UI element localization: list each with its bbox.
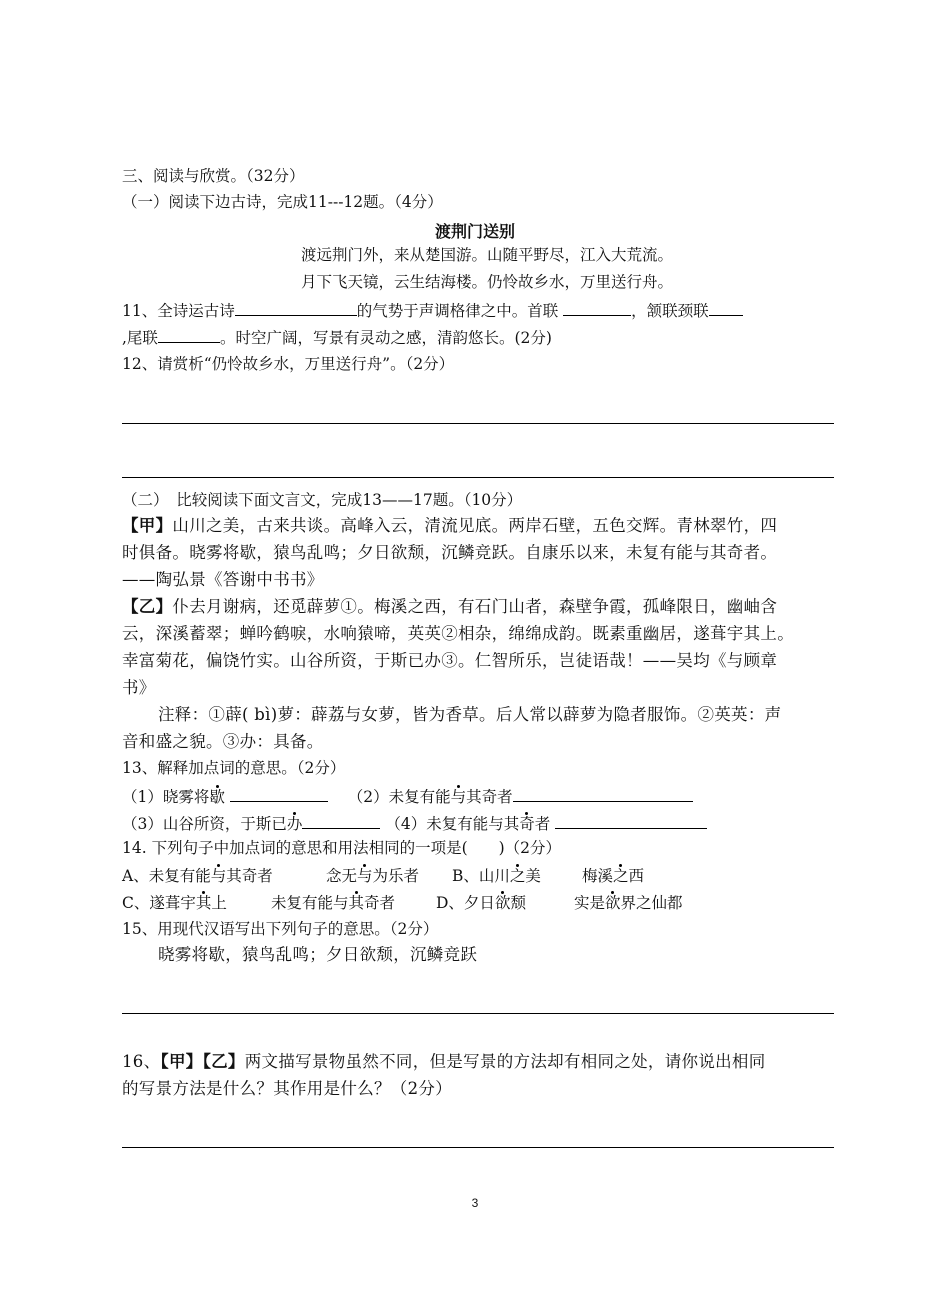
question-14-option-a[interactable]: A、未复有能与其奇者 (122, 867, 273, 885)
passage-jia-line-1 (122, 516, 777, 536)
section-header: 三、阅读与欣赏。（32分） (122, 167, 305, 185)
q11-text-a: 11、全诗运古诗 (122, 302, 235, 320)
q13-dotted-word-1: 歇 (209, 788, 225, 806)
question-13-header: 13、解释加点词的意思。（2分） (122, 759, 346, 777)
question-15-header: 15、用现代汉语写出下列句子的意思。（2分） (122, 920, 439, 938)
part2-intro: （二） 比较阅读下面文言文，完成13——17题。（10分） (122, 491, 523, 509)
question-16-line-1: 16、【甲】【乙】两文描写景物虽然不同，但是写景的方法却有相同之处，请你说出相同 (122, 1052, 766, 1071)
poem-line-2: 月下飞天镜，云生结海楼。仍怜故乡水，万里送行舟。 (301, 273, 674, 291)
part1-intro: （一）阅读下边古诗，完成11---12题。（4分） (122, 193, 443, 211)
jia-text-1: 山川之美，古来共谈。高峰入云，清流见底。两岸石壁，五色交辉。青林翠竹，四 (172, 516, 778, 535)
question-14-option-d[interactable]: D、夕日欲颓 (436, 894, 526, 912)
q11-text-c: ，颔联颈联 (631, 302, 709, 320)
passage-yi-line-4: 书》 (122, 678, 156, 697)
question-11-line-2 (122, 327, 552, 348)
answer-line-16[interactable] (122, 1147, 834, 1148)
passage-yi-line-3: 幸富菊花，偏饶竹实。山谷所资，于斯已办③。仁智所乐，岂徒语哉！——吴均《与顾章 (122, 651, 778, 670)
answer-line-12a[interactable] (122, 423, 834, 424)
passage-yi-line-1 (122, 597, 777, 617)
q13-item-4: （4）未复有能与其奇者 (385, 815, 556, 833)
q13-blank-1[interactable] (230, 786, 328, 802)
note-line-2: 音和盛之貌。③办：具备。 (122, 732, 324, 751)
q13-item-1: （1）晓雾将歇 (122, 788, 225, 806)
q11-blank-2[interactable] (563, 300, 631, 316)
question-14-option-c[interactable]: C、遂葺宇其上 (122, 894, 227, 912)
passage-jia-line-2: 时俱备。晓雾将歇，猿鸟乱鸣；夕日欲颓，沉鳞竞跃。自康乐以来，未复有能与其奇者。 (122, 543, 778, 562)
q13-dotted-word-2: 与 (450, 788, 467, 806)
question-11-line-1 (122, 300, 743, 321)
question-14-option-a2: 念无与为乐者 (326, 867, 420, 885)
q11-blank-4[interactable] (158, 327, 220, 343)
q11-blank-3[interactable] (709, 300, 743, 316)
jia-label: 【甲】 (122, 516, 173, 535)
q11-text-b: 的气势于声调格律之中。首联 (356, 302, 564, 320)
question-13-row-1 (122, 786, 693, 807)
question-15-sentence: 晓雾将歇，猿鸟乱鸣；夕日欲颓，沉鳞竞跃 (158, 945, 478, 964)
q13-item-3: （3）山谷所资，于斯已办 (122, 815, 303, 833)
q13-item-2: （2）未复有能与其奇者 (347, 788, 513, 806)
passage-yi-line-2: 云，深溪蓄翠；蝉吟鹤唳，水响猿啼，英英②相杂，绵绵成韵。既素重幽居，遂葺宇其上。 (122, 624, 794, 643)
q13-blank-4[interactable] (555, 813, 707, 829)
q11-text-d: ,尾联 (122, 329, 158, 347)
question-14-header: 14. 下列句子中加点词的意思和用法相同的一项是( )（2分） (122, 839, 562, 857)
page-number: 3 (471, 1196, 479, 1210)
q16-jia-label: 【甲】 (160, 1052, 203, 1071)
question-14-option-b[interactable]: B、山川之美 (452, 867, 541, 885)
q16-yi-label: 【乙】 (202, 1052, 245, 1071)
q13-dotted-word-3: 办 (286, 815, 303, 833)
q13-blank-2[interactable] (513, 786, 693, 802)
question-12: 12、请赏析“仍怜故乡水，万里送行舟”。（2分） (122, 355, 455, 373)
passage-jia-source: ——陶弘景《答谢中书书》 (122, 570, 324, 589)
q11-text-e: 。时空广阔，写景有灵动之感，清韵悠长。(2分) (219, 329, 552, 347)
note-line-1: 注释：①薜( bì)萝：薜荔与女萝，皆为香草。后人常以薜萝为隐者服饰。②英英：声 (158, 705, 782, 724)
q13-dotted-word-4: 奇 (519, 815, 535, 833)
yi-label: 【乙】 (122, 597, 173, 616)
poem-line-1: 渡远荆门外，来从楚国游。山随平野尽，江入大荒流。 (301, 246, 674, 264)
yi-text-1: 仆去月谢病，还觅薜萝①。梅溪之西，有石门山者，森壁争霞，孤峰限日，幽岫含 (172, 597, 778, 616)
question-14-option-d2: 实是欲界之仙都 (574, 894, 683, 912)
question-16-line-2: 的写景方法是什么？其作用是什么？（2分） (122, 1079, 452, 1098)
question-14-option-b2: 梅溪之西 (582, 867, 645, 885)
poem-title: 渡荆门送别 (434, 222, 515, 241)
answer-line-15[interactable] (122, 1013, 834, 1014)
q13-blank-3[interactable] (302, 813, 380, 829)
q11-blank-1[interactable] (235, 300, 357, 316)
question-14-option-c2: 未复有能与其奇者 (271, 894, 396, 912)
answer-line-12b[interactable] (122, 477, 834, 478)
question-13-row-2 (122, 813, 707, 834)
